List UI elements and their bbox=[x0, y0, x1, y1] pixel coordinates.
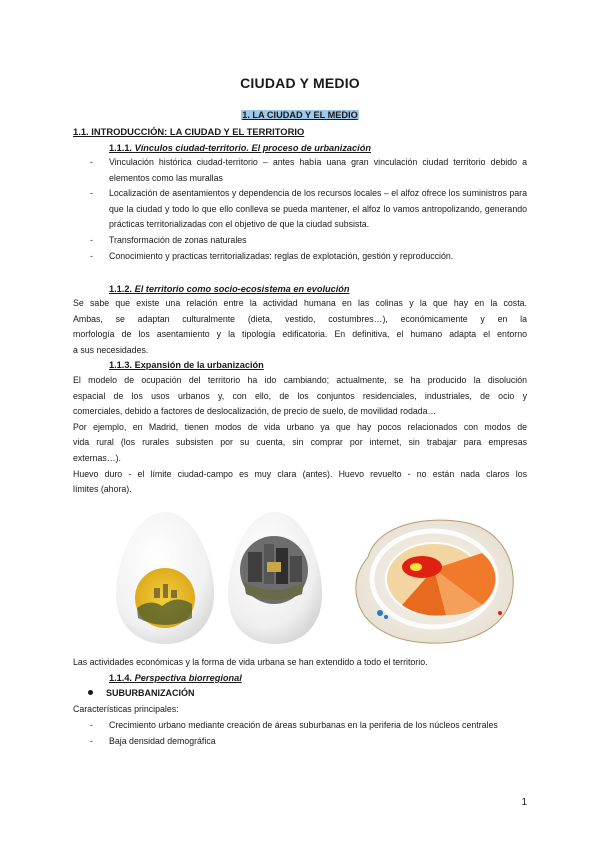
text-line: Ambas, se adaptan culturalmente (dieta, vestido, costumbres…), económicamente y en la bbox=[73, 313, 527, 324]
heading-1-1-4 bbox=[109, 673, 242, 683]
paragraph-expansion bbox=[73, 373, 527, 498]
text-line: morfología de los asentamiento y la tipología edificatoria. En definitiva, el humano adapta el entorno bbox=[73, 329, 527, 340]
heading-1-1: 1.1. INTRODUCCIÓN: LA CIUDAD Y EL TERRITORIO bbox=[73, 126, 305, 137]
yellow-core-shape bbox=[410, 563, 422, 571]
text-line: El modelo de ocupación del territorio ha ido cambiando; actualmente, se ha producido la disolución bbox=[73, 375, 527, 385]
text-line: Por ejemplo, en Madrid, tienen modos de vida urbano ya que hay pocos relacionados con modos de bbox=[73, 421, 527, 432]
paragraph-socio-ecosistema bbox=[73, 296, 527, 358]
section-heading bbox=[0, 110, 600, 120]
heading-1-1-4-number: 1.1.4. bbox=[109, 673, 132, 683]
bullet-heading-suburbanizacion bbox=[88, 688, 195, 698]
city-blocks-shape bbox=[171, 590, 177, 598]
page-number: 1 bbox=[521, 797, 527, 808]
heading-1-1-1-number: 1.1.1. bbox=[109, 143, 132, 153]
scrambled-egg-image bbox=[350, 513, 520, 648]
city-blocks-shape bbox=[248, 552, 262, 582]
bullet-heading-text: SUBURBANIZACIÓN bbox=[106, 688, 195, 698]
list-item: - Localización de asentamientos y dependencia de los recursos locales – el alfoz ofrece los suministros para que la ciudad y todo lo que ello conlleva se pueda mantener, el alfoz lo vamos antropolizando, generando prácticas territorializadas con el objetivo de que la ciudad subsista. bbox=[73, 186, 527, 233]
caracteristicas-label: Características principales: bbox=[73, 704, 179, 714]
heading-1-1-3 bbox=[109, 360, 264, 370]
heading-1-1-1-text: Vínculos ciudad-territorio. El proceso de urbanización bbox=[134, 143, 371, 153]
city-egg-image bbox=[222, 508, 328, 648]
heading-1-1-2-number: 1.1.2. bbox=[109, 284, 132, 294]
heading-1-1-4-text: Perspectiva biorregional bbox=[134, 673, 242, 683]
heading-1-1-2 bbox=[109, 284, 350, 294]
text-line: Huevo duro - el límite ciudad-campo es muy clara (antes). Huevo revuelto - no están nada claros los bbox=[73, 468, 527, 479]
list-item: - Crecimiento urbano mediante creación de áreas suburbanas en la periferia de los núcleos centrales bbox=[73, 718, 527, 734]
bullet-dot-icon bbox=[88, 690, 93, 695]
text-line: espacial de los usos urbanos y, con ello, de los conjuntos residenciales, industriales, de ocio y bbox=[73, 390, 527, 401]
dot-shape bbox=[377, 610, 383, 616]
heading-1-1-3-number: 1.1.3. bbox=[109, 360, 132, 370]
heading-1-1-2-text: El territorio como socio-ecosistema en evolución bbox=[134, 284, 350, 294]
bullet-list-suburbanizacion bbox=[73, 718, 527, 749]
heading-1-1-1 bbox=[109, 143, 371, 153]
heading-1-1-3-text: Expansión de la urbanización bbox=[134, 360, 264, 370]
dot-shape bbox=[498, 611, 502, 615]
document-title: CIUDAD Y MEDIO bbox=[240, 75, 360, 91]
text-line: comerciales, debido a factores de deslocalización, de precio de suelo, de movilidad rodada… bbox=[73, 406, 437, 417]
city-blocks-shape bbox=[154, 588, 160, 598]
paragraph-after-images: Las actividades económicas y la forma de vida urbana se han extendido a todo el territorio. bbox=[73, 657, 428, 667]
text-line: vida rural (los rurales subsisten por su cuenta, sin comprar por internet, sin trabajar para empresas bbox=[73, 437, 527, 448]
boiled-egg-image bbox=[110, 508, 220, 648]
text-line: a sus necesidades. bbox=[73, 344, 149, 355]
list-item: - Vinculación histórica ciudad-territorio – antes había uana gran vinculación ciudad territorio debido a elementos como las murallas bbox=[73, 155, 527, 186]
city-blocks-shape bbox=[163, 584, 168, 598]
list-item: - Baja densidad demográfica bbox=[73, 734, 527, 750]
text-line: límites (ahora). bbox=[73, 484, 132, 495]
city-highlight-shape bbox=[267, 562, 281, 572]
list-item: - Transformación de zonas naturales bbox=[73, 233, 527, 249]
section-heading-text: 1. LA CIUDAD Y EL MEDIO bbox=[242, 110, 358, 120]
bullet-list-vinculos bbox=[73, 155, 527, 264]
dot-shape bbox=[384, 615, 388, 619]
city-blocks-shape bbox=[290, 556, 302, 582]
text-line: Se sabe que existe una relación entre la actividad humana en las colinas y la que hay en la costa. bbox=[73, 298, 527, 308]
list-item: - Conocimiento y practicas territorializadas: reglas de explotación, gestión y reproducción. bbox=[73, 249, 527, 265]
text-line: externas…). bbox=[73, 452, 121, 463]
